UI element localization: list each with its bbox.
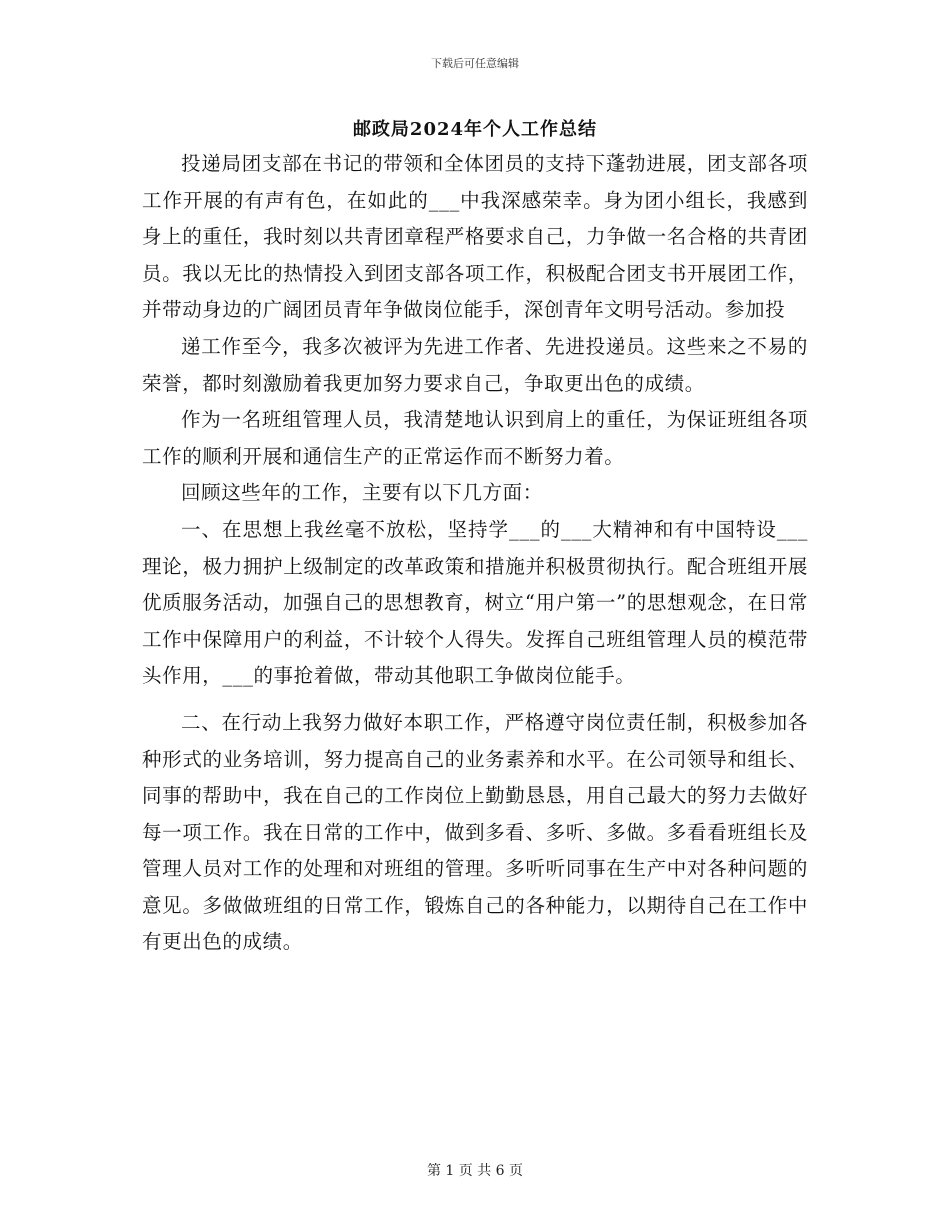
paragraph-action: 二、在行动上我努力做好本职工作，严格遵守岗位责任制，积极参加各种形式的业务培训，努力提高自己的业务素养和水平。在公司领导和组长、同事的帮助中，我在自己的工作岗位上勤勤恳恳，用自己最大的努力去做好每一项工作。我在日常的工作中，做到多看、多听、多做。多看看班组长及管理人员对工作的处理和对班组的管理。多听听同事在生产中对各种问题的意见。多做做班组的日常工作，锻炼自己的各种能力，以期待自己在工作中有更出色的成绩。 <box>142 710 808 954</box>
paragraph-honors: 递工作至今，我多次被评为先进工作者、先进投递员。这些来之不易的荣誉，都时刻激励着我更加努力要求自己，争取更出色的成绩。 <box>142 334 808 395</box>
header-note: 下载后可任意编辑 <box>431 57 519 70</box>
document-body <box>142 146 808 961</box>
document-title: 邮政局2024年个人工作总结 <box>352 119 598 140</box>
paragraph-role: 作为一名班组管理人员，我清楚地认识到肩上的重任，为保证班组各项工作的顺利开展和通信生产的正常运作而不断努力着。 <box>142 408 808 468</box>
paragraph-intro: 投递局团支部在书记的带领和全体团员的支持下蓬勃进展，团支部各项工作开展的有声有色，在如此的___中我深感荣幸。身为团小组长，我感到身上的重任，我时刻以共青团章程严格要求自己，力争做一名合格的共青团员。我以无比的热情投入到团支部各项工作，积极配合团支书开展团工作，并带动身边的广阔团员青年争做岗位能手，深创青年文明号活动。参加投 <box>142 152 808 322</box>
page-number: 第 1 页 共 6 页 <box>426 1163 524 1179</box>
paragraph-thought: 一、在思想上我丝毫不放松，坚持学___的___大精神和有中国特设___理论，极力拥护上级制定的改革政策和措施并积极贯彻执行。配合班组开展优质服务活动，加强自己的思想教育，树立“用户第一”的思想观念，在日常工作中保障用户的利益，不计较个人得失。发挥自己班组管理人员的模范带头作用，___的事抢着做，带动其他职工争做岗位能手。 <box>142 517 808 688</box>
paragraph-review: 回顾这些年的工作，主要有以下几方面： <box>181 481 543 505</box>
